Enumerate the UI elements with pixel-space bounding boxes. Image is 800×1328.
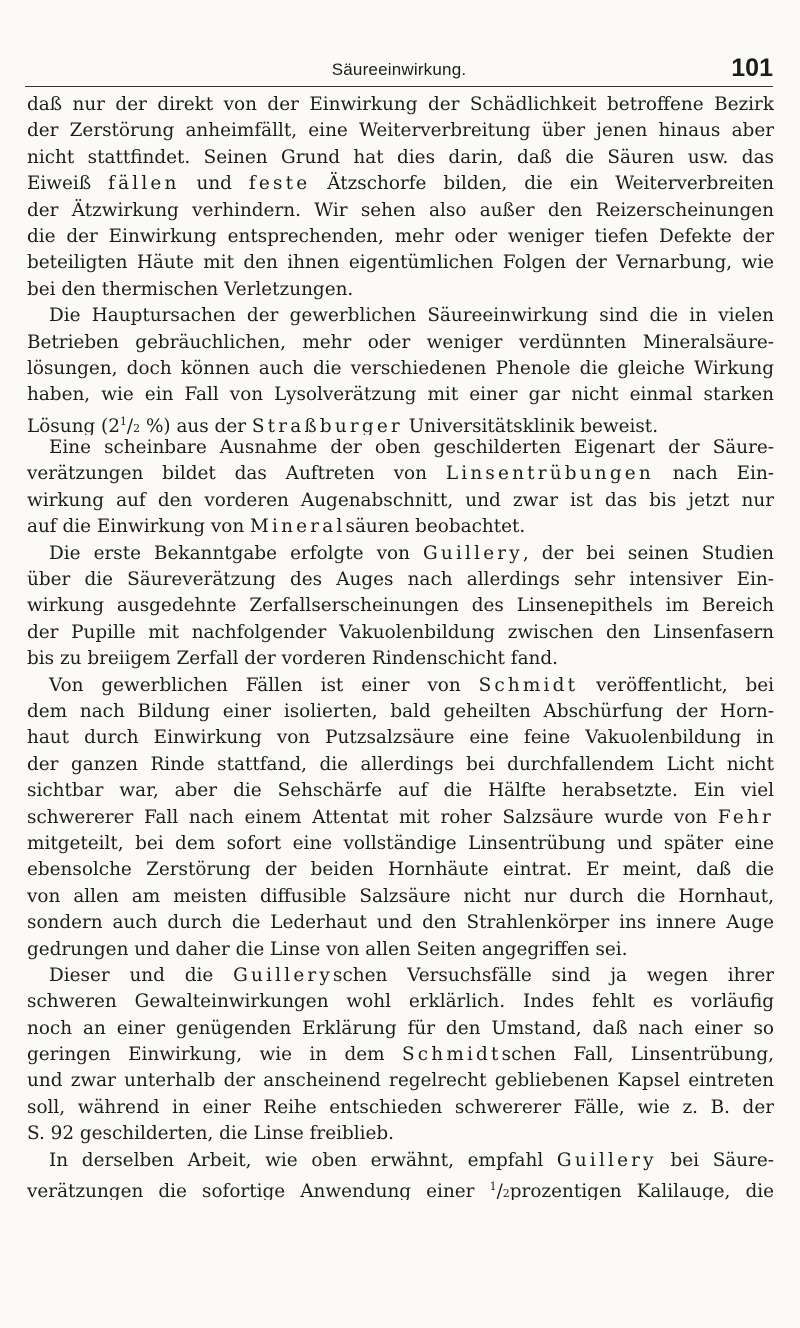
paragraph-start-line bbox=[27, 673, 774, 699]
body-text bbox=[27, 92, 774, 1200]
text-line bbox=[27, 514, 774, 540]
text-run: prozentigen Kalilauge, die bbox=[509, 1181, 774, 1201]
text-line: von allen am meisten diffusible Salzsäure nicht nur durch die Hornhaut, bbox=[27, 885, 774, 907]
fraction-numerator: 1 bbox=[489, 1180, 497, 1194]
text-line: wirkung auf den vorderen Augenabschnitt, und zwar ist das bis jetzt nur bbox=[27, 489, 774, 511]
text-run: %) aus der bbox=[140, 415, 252, 436]
text-line: bis zu breiigem Zerfall der vorderen Rindenschicht fand. bbox=[27, 648, 559, 670]
text-line: beteiligten Häute mit den ihnen eigentümlichen Folgen der Vernarbung, wie bbox=[27, 252, 774, 274]
text-line bbox=[27, 1042, 774, 1068]
text-run: Lösung (2 bbox=[27, 415, 120, 436]
text-run: Universitätsklinik beweist. bbox=[402, 415, 659, 436]
running-header bbox=[25, 56, 773, 90]
paragraph-start-line: Eine scheinbare Ausnahme der oben geschilderten Eigenart der Säure- bbox=[49, 437, 774, 459]
text-run: bei Säure- bbox=[656, 1149, 774, 1171]
text-run: auf die Einwirkung von bbox=[27, 516, 251, 538]
spaced-emphasis: feste bbox=[248, 173, 311, 195]
text-run: schen Versuchsfälle sind ja wegen ihrer bbox=[333, 964, 774, 986]
text-line: ebensolche Zerstörung der beiden Hornhäute eintrat. Er meint, daß die bbox=[27, 859, 774, 881]
text-run: schen Fall, Linsentrübung, bbox=[501, 1044, 774, 1066]
paragraph-start-line bbox=[27, 541, 774, 567]
spaced-emphasis: Schmidt bbox=[478, 674, 579, 696]
text-run: verätzungen die sofortige Anwendung einer bbox=[27, 1181, 490, 1201]
text-run: Von gewerblichen Fällen ist einer von bbox=[49, 674, 479, 696]
text-line: sondern auch durch die Lederhaut und den Strahlenkörper ins innere Auge bbox=[27, 912, 774, 934]
text-line: Betrieben gebräuchlichen, mehr oder weniger verdünnten Mineralsäure- bbox=[27, 331, 774, 353]
text-line: nicht stattfindet. Seinen Grund hat dies darin, daß die Säuren usw. das bbox=[27, 146, 774, 168]
fraction-denominator: 2 bbox=[133, 421, 141, 435]
spaced-emphasis: Fehr bbox=[717, 806, 774, 828]
spaced-emphasis: Straßburger bbox=[251, 415, 403, 436]
text-line: und zwar unterhalb der anscheinend regelrecht gebliebenen Kapsel eintreten bbox=[27, 1070, 774, 1092]
paragraph-start-line bbox=[27, 1148, 774, 1174]
text-line bbox=[27, 171, 774, 197]
text-run: , der bei seinen Studien bbox=[522, 542, 774, 564]
text-line: der Zerstörung anheimfällt, eine Weiterverbreitung über jenen hinaus aber bbox=[27, 120, 774, 142]
text-line: der Ätzwirkung verhindern. Wir sehen also außer den Reizerscheinungen bbox=[27, 199, 774, 221]
text-run: geringen Einwirkung, wie in dem bbox=[27, 1044, 402, 1066]
text-line: noch an einer genügenden Erklärung für den Umstand, daß nach einer so bbox=[27, 1017, 774, 1039]
text-run: verätzungen bildet das Auftreten von bbox=[27, 463, 446, 485]
text-line bbox=[27, 805, 774, 831]
header-rule bbox=[25, 86, 773, 87]
text-line: die der Einwirkung entsprechenden, mehr oder weniger tiefen Defekte der bbox=[27, 225, 774, 247]
text-line: der ganzen Rinde stattfand, die allerdings bei durchfallendem Licht nicht bbox=[27, 753, 774, 775]
spaced-emphasis: Guillery bbox=[423, 542, 523, 564]
spaced-emphasis: Guillery bbox=[233, 964, 334, 986]
text-run: schwererer Fall nach einem Attentat mit roher Salzsäure wurde von bbox=[27, 806, 718, 828]
text-run: säuren beobachtet. bbox=[345, 516, 526, 538]
text-line bbox=[27, 409, 774, 435]
spaced-emphasis: Guillery bbox=[556, 1149, 657, 1171]
spaced-emphasis: Mineral bbox=[250, 516, 346, 538]
text-line: lösungen, doch können auch die verschiedenen Phenole die gleiche Wirkung bbox=[27, 357, 774, 379]
paragraph-start-line: Die Hauptursachen der gewerblichen Säureeinwirkung sind die in vielen bbox=[49, 305, 774, 327]
spaced-emphasis: Schmidt bbox=[401, 1044, 502, 1066]
text-line: dem nach Bildung einer isolierten, bald geheilten Abschürfung der Horn- bbox=[27, 700, 774, 722]
text-line bbox=[27, 461, 774, 487]
text-line: daß nur der direkt von der Einwirkung der Schädlichkeit betroffene Bezirk bbox=[27, 94, 774, 115]
fraction-slash: / bbox=[126, 415, 134, 436]
text-line: der Pupille mit nachfolgender Vakuolenbildung zwischen den Linsenfasern bbox=[27, 621, 774, 643]
text-line: haben, wie ein Fall von Lysolverätzung mit einer gar nicht einmal starken bbox=[27, 384, 774, 406]
text-line: sichtbar war, aber die Sehschärfe auf die Hälfte herabsetzte. Ein viel bbox=[27, 780, 774, 802]
running-title: Säureeinwirkung. bbox=[331, 60, 467, 79]
spaced-emphasis: Linsentrübungen bbox=[445, 463, 654, 485]
page-number: 101 bbox=[731, 54, 773, 82]
text-line: wirkung ausgedehnte Zerfallserscheinungen des Linsenepithels im Bereich bbox=[27, 595, 774, 617]
fraction-slash: / bbox=[496, 1181, 503, 1201]
text-run: Eiweiß bbox=[27, 173, 109, 195]
text-run: und bbox=[179, 173, 249, 195]
text-line: über die Säureverätzung des Auges nach allerdings sehr intensiver Ein- bbox=[27, 569, 774, 591]
text-run: Ätzschorfe bilden, die ein Weiterverbreiten bbox=[310, 173, 774, 195]
text-run: veröffentlicht, bei bbox=[578, 674, 774, 696]
spaced-emphasis: fällen bbox=[108, 173, 180, 195]
text-line: mitgeteilt, bei dem sofort eine vollständige Linsentrübung und später eine bbox=[27, 832, 774, 854]
paragraph-start-line bbox=[27, 963, 774, 989]
fraction-denominator: 2 bbox=[502, 1187, 510, 1201]
text-line: bei den thermischen Verletzungen. bbox=[27, 278, 354, 300]
text-line: gedrungen und daher die Linse von allen Seiten angegriffen sei. bbox=[27, 938, 628, 960]
text-run: nach Ein- bbox=[653, 463, 774, 485]
text-line: haut durch Einwirkung von Putzsalzsäure eine feine Vakuolenbildung in bbox=[27, 727, 774, 749]
text-run: Dieser und die bbox=[49, 964, 234, 986]
text-line: soll, während in einer Reihe entschieden schwererer Fälle, wie z. B. der bbox=[27, 1096, 774, 1118]
text-line: S. 92 geschilderten, die Linse freiblieb. bbox=[27, 1123, 395, 1145]
fraction-numerator: 1 bbox=[119, 414, 127, 428]
text-run: Die erste Bekanntgabe erfolgte von bbox=[49, 542, 424, 564]
text-line: schweren Gewalteinwirkungen wohl erklärlich. Indes fehlt es vorläufig bbox=[27, 991, 774, 1013]
text-run: In derselben Arbeit, wie oben erwähnt, empfahl bbox=[49, 1149, 557, 1171]
text-line bbox=[27, 1174, 774, 1200]
